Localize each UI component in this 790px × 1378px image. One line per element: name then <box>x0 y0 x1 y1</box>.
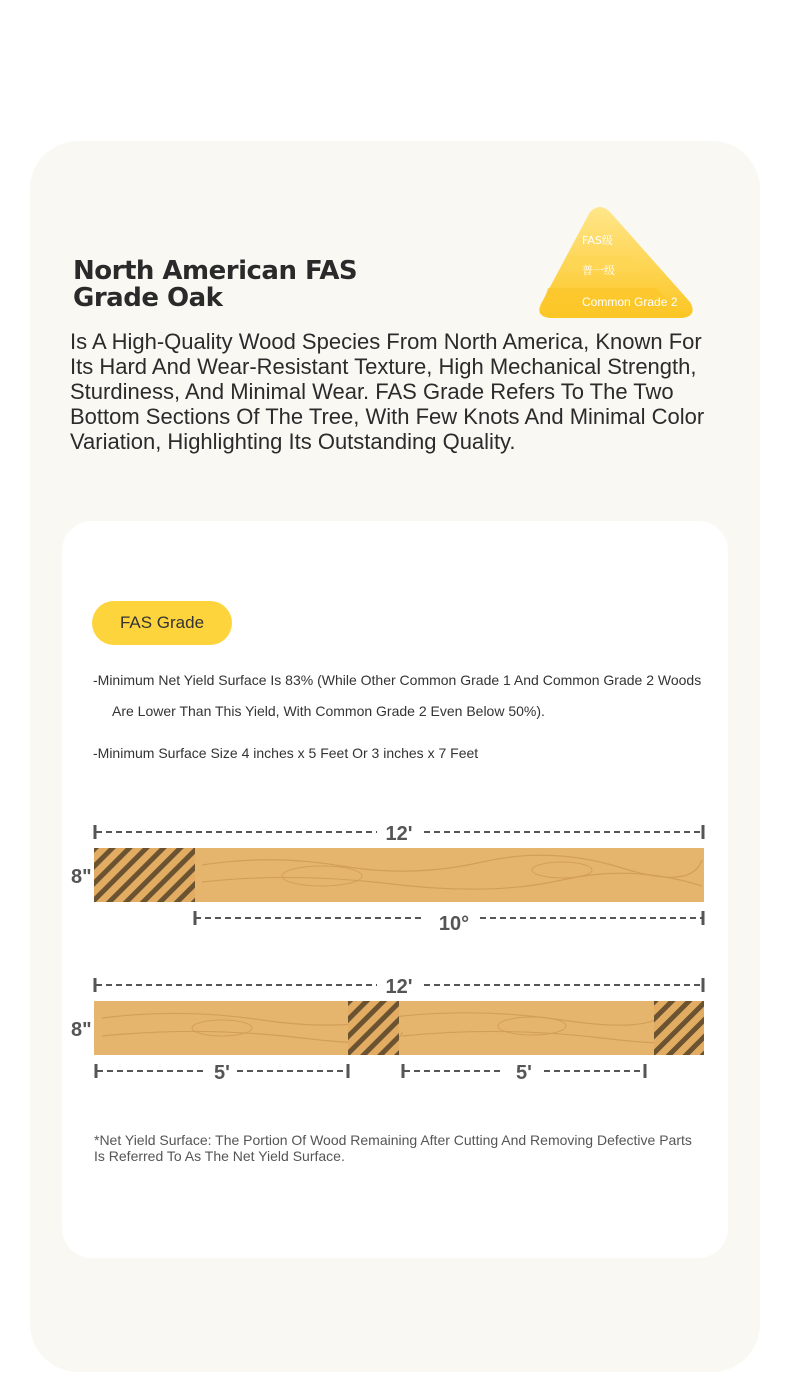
board-2-defect-middle <box>348 1001 399 1055</box>
board-2-segment-2: 5' <box>516 1062 532 1084</box>
grade-pyramid-icon <box>532 204 707 326</box>
pyramid-tier-2: 普一级 <box>582 264 615 277</box>
board-1 <box>71 823 704 935</box>
board-diagram <box>62 810 728 1090</box>
description: Is A High-Quality Wood Species From North America, Known For Its Hard And Wear-Resistant Texture, High Mechanical Strength, Sturdiness, And Minimal Wear. FAS Grade Refers To The Two Bottom Sections Of The Tree, With Few Knots And Minimal Color Variation, Highlighting Its Outstanding Quality. <box>70 329 705 454</box>
board-2-segment-1: 5' <box>214 1062 230 1084</box>
pyramid-tier-3: Common Grade 2 <box>582 295 678 309</box>
board-2-width: 8" <box>71 1019 92 1041</box>
board-2 <box>71 976 704 1084</box>
board-1-total-length: 12' <box>385 823 413 845</box>
spec-item-yield <box>93 665 713 727</box>
board-2-defect-end <box>654 1001 704 1055</box>
fas-grade-badge: FAS Grade <box>92 601 232 645</box>
spec-item-yield-line-1: -Minimum Net Yield Surface Is 83% (While Other Common Grade 1 And Common Grade 2 Woods <box>93 672 702 688</box>
page-title <box>73 258 357 312</box>
pyramid-tier-1: FAS级 <box>582 234 613 247</box>
board-2-total-length: 12' <box>385 976 413 998</box>
board-1-width: 8" <box>71 866 92 888</box>
spec-item-size: -Minimum Surface Size 4 inches x 5 Feet Or 3 inches x 7 Feet <box>93 745 479 761</box>
title-line-2: Grade Oak <box>73 283 223 313</box>
board-1-defect <box>94 848 195 902</box>
board-1-clear-length: 10° <box>438 913 470 935</box>
spec-item-yield-line-2: Are Lower Than This Yield, With Common Grade 2 Even Below 50%). <box>112 703 545 719</box>
title-line-1: North American FAS <box>73 256 358 286</box>
footnote: *Net Yield Surface: The Portion Of Wood Remaining After Cutting And Removing Defective Parts Is Referred To As The Net Yield Surface. <box>94 1132 692 1164</box>
